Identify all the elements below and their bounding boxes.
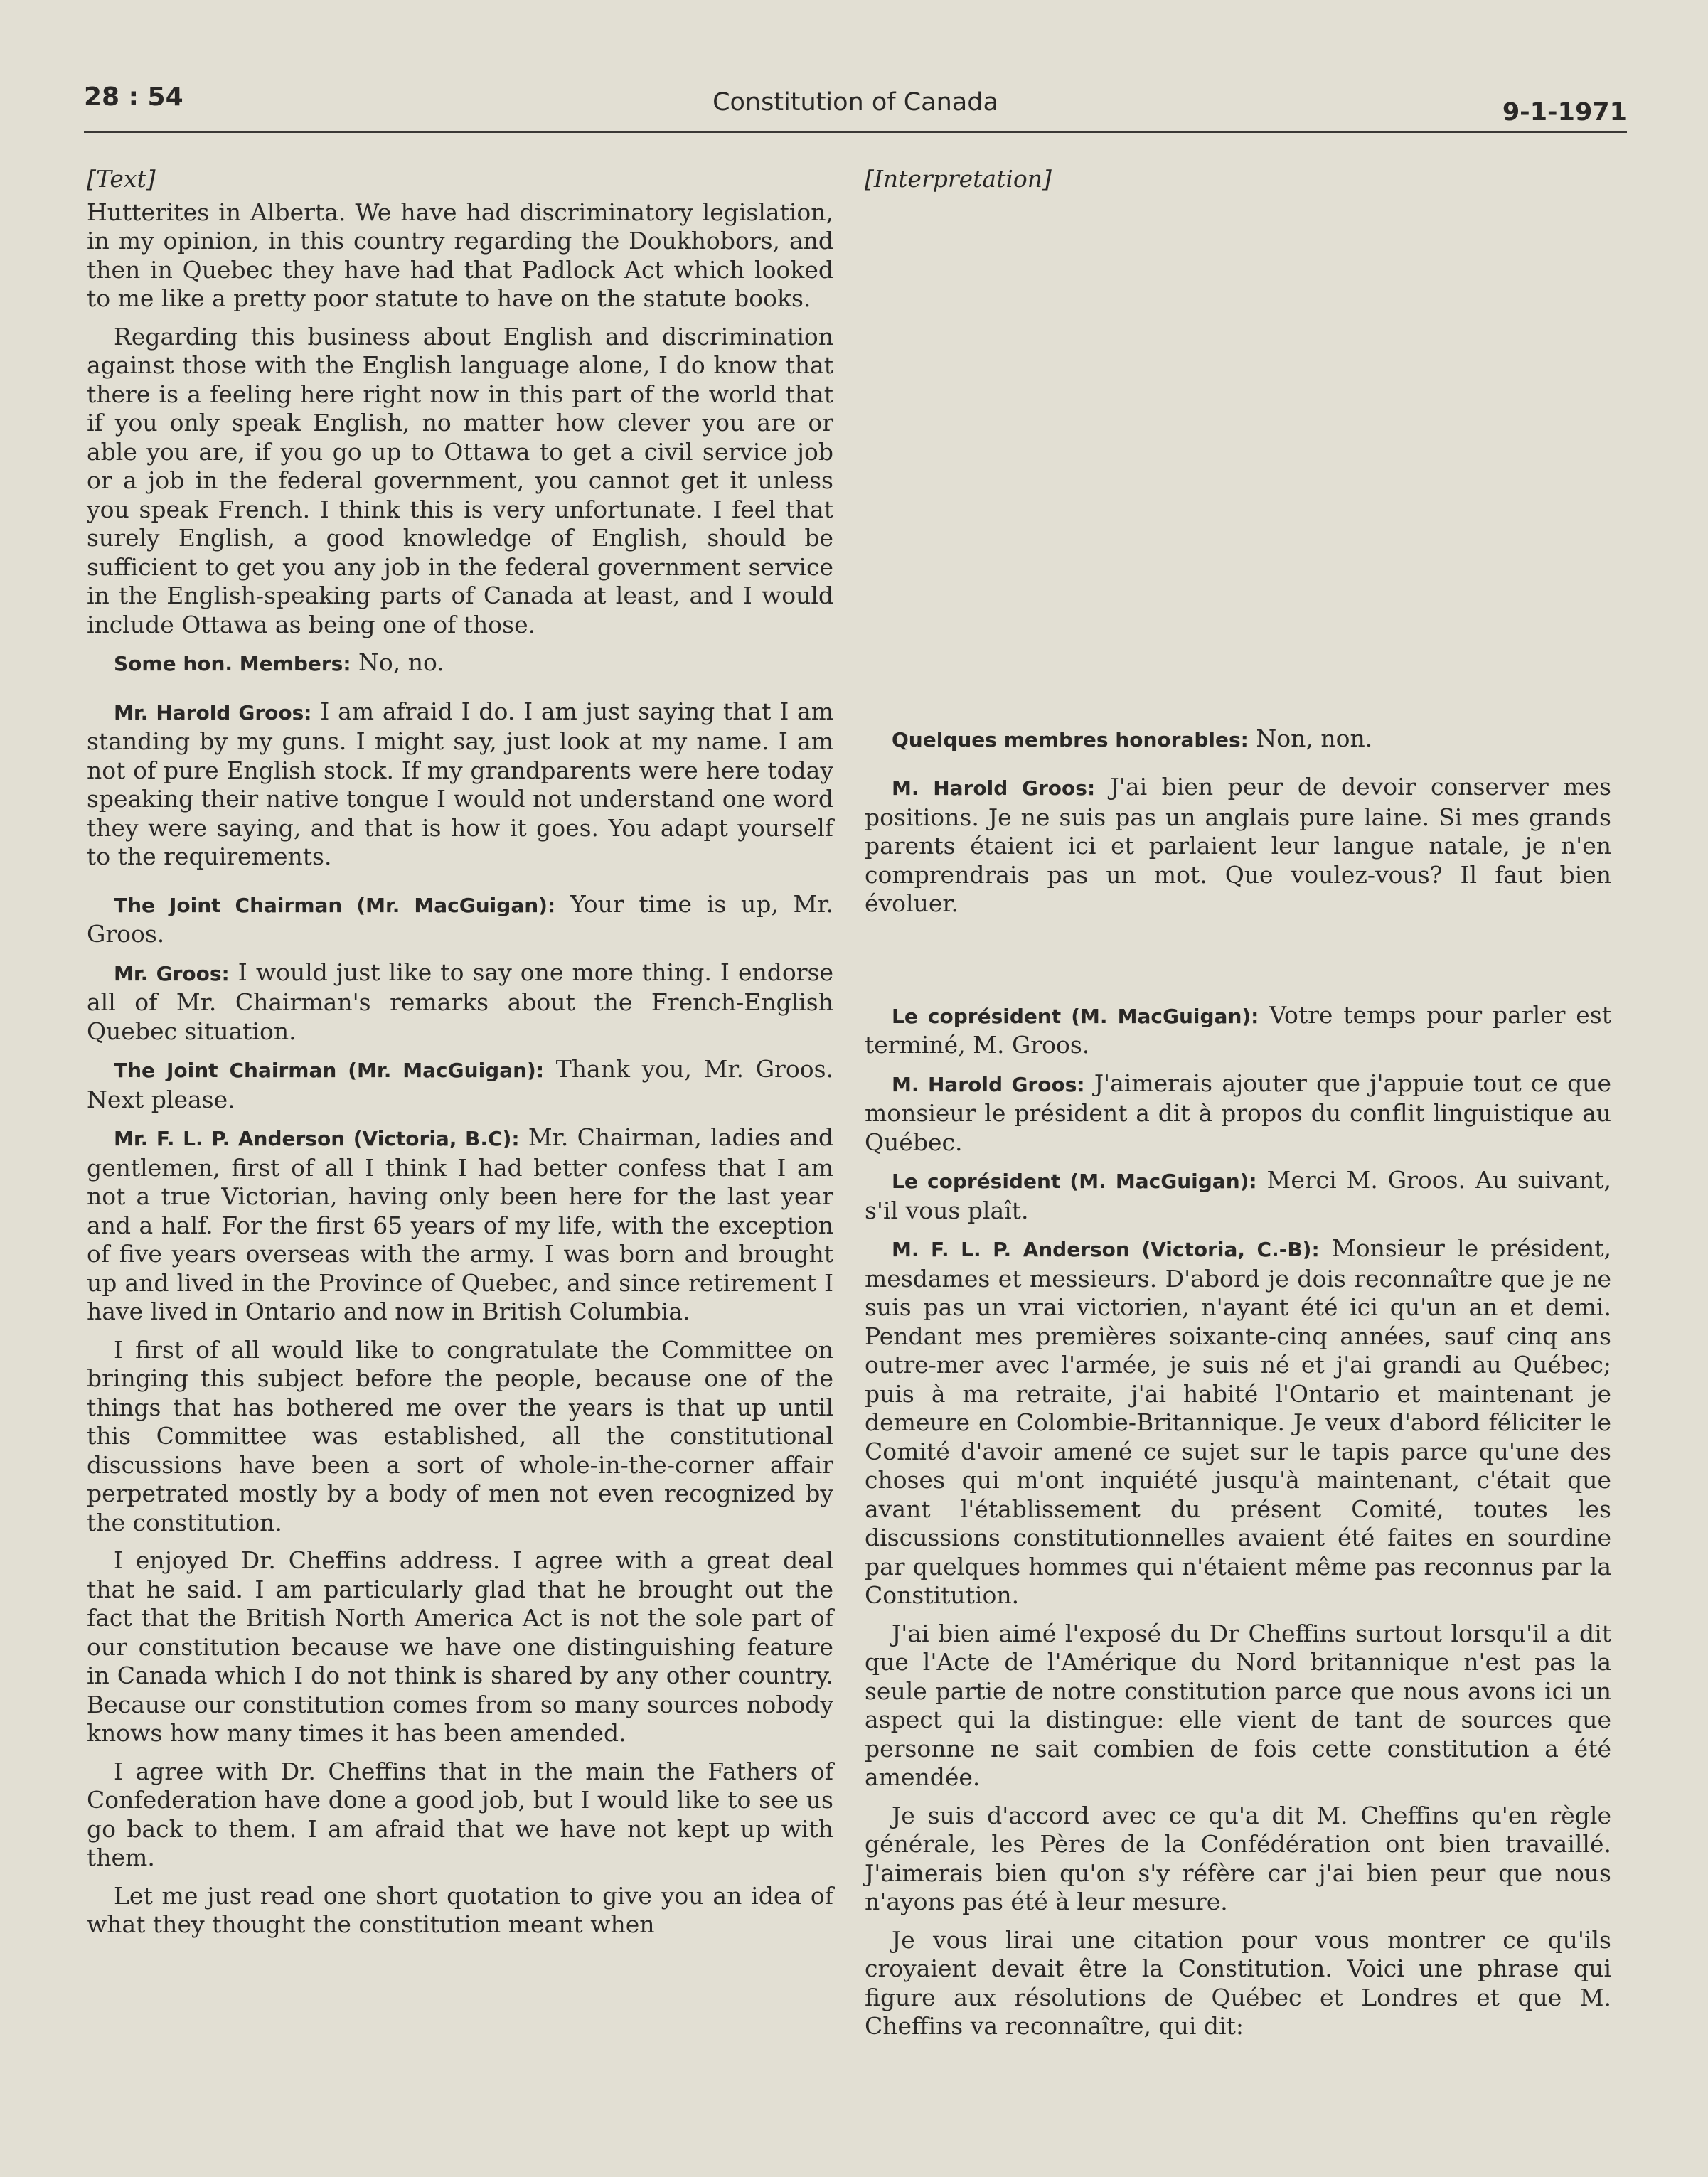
speech-text: I would just like to say one more thing. I endorse all of Mr. Chairman's remarks about the French-English Quebec situation.: [87, 958, 833, 1045]
speech-text: Thank you, Mr. Groos. Next please.: [87, 1055, 833, 1113]
speaker-name: The Joint Chairman (Mr. MacGuigan):: [114, 1059, 545, 1082]
speech-text: No, no.: [358, 648, 444, 676]
french-column: [865, 165, 1611, 2050]
speech-text: Non, non.: [1256, 724, 1373, 752]
speech-text: Merci M. Groos. Au suivant, s'il vous plaît.: [865, 1166, 1611, 1224]
text-tag: [Text]: [87, 165, 156, 193]
page-header: [84, 80, 1627, 133]
paragraph: I first of all would like to congratulate the Committee on bringing this subject before the people, because one of the things that has bothered me over the years is that up until this Committee was established, all the constitutional discussions have been a sort of whole-in-the-corner affair perpetrated mostly by a body of men not even recognized by the constitution.: [87, 1335, 833, 1536]
page-number: 28 : 54: [84, 82, 183, 112]
speaker-name: M. F. L. P. Anderson (Victoria, C.-B):: [892, 1238, 1320, 1261]
speech-paragraph: [87, 958, 833, 1047]
speech-paragraph: [87, 890, 833, 949]
speech-paragraph: [87, 1123, 833, 1327]
speaker-name: Some hon. Members:: [114, 652, 351, 675]
interpretation-tag: [Interpretation]: [865, 165, 1052, 193]
header-date: 9-1-1971: [1502, 98, 1627, 127]
paragraph: Hutterites in Alberta. We have had discriminatory legislation, in my opinion, in this country regarding the Doukhobors, and then in Quebec they have had that Padlock Act which looked to me like a pretty poor statute to have on the statute books.: [87, 198, 833, 312]
speech-text: Monsieur le président, mesdames et messieurs. D'abord je dois reconnaître que je ne suis pas un vrai victorien, n'ayant été ici qu'un an et demi. Pendant mes premières soixante-cinq années, sauf cinq ans outre-mer avec l'armée, je suis né et j'ai grandi au Québec; puis à ma retraite, j'ai habité l'Ontario et maintenant je demeure en Colombie-Britannique. Je veux d'abord féliciter le Comité d'avoir amené ce sujet sur le tapis parce qu'une des choses qui m'ont inquiété jusqu'à maintenant, c'était que avant l'établissement du présent Comité, toutes les discussions constitutionnelles avaient été faites en sourdine par quelques hommes qui n'étaient même pas reconnus par la Constitution.: [865, 1234, 1611, 1609]
paragraph: Regarding this business about English and discrimination against those with the English language alone, I do know that there is a feeling here right now in this part of the world that if you only speak English, no matter how clever you are or able you are, if you go up to Ottawa to get a civil service job or a job in the federal government, you cannot get it unless you speak French. I think this is very unfortunate. I feel that surely English, a good knowledge of English, should be sufficient to get you any job in the federal government service in the English-speaking parts of Canada at least, and I would include Ottawa as being one of those.: [87, 322, 833, 638]
speaker-name: Le coprésident (M. MacGuigan):: [892, 1004, 1259, 1028]
speech-paragraph: [865, 1001, 1611, 1060]
speaker-name: Mr. F. L. P. Anderson (Victoria, B.C):: [114, 1127, 520, 1150]
paragraph: Je suis d'accord avec ce qu'a dit M. Cheffins qu'en règle générale, les Pères de la Confédération ont bien travaillé. J'aimerais bien qu'on s'y réfère car j'ai bien peur que nous n'ayons pas été à leur mesure.: [865, 1801, 1611, 1915]
speech-paragraph: [87, 697, 833, 872]
speech-text: Votre temps pour parler est terminé, M. Groos.: [865, 1000, 1611, 1059]
paragraph: Je vous lirai une citation pour vous montrer ce qu'ils croyaient devait être la Constitution. Voici une phrase qui figure aux résolutions de Québec et Londres et que M. Cheffins va reconnaître, qui dit:: [865, 1925, 1611, 2040]
speech-text: J'ai bien peur de devoir conserver mes positions. Je ne suis pas un anglais pure laine. Si mes grands parents étaient ici et parlaient leur langue natale, je n'en comprendrais pas un mot. Que voulez-vous? Il faut bien évoluer.: [865, 773, 1611, 917]
speaker-name: Quelques membres honorables:: [892, 727, 1249, 751]
speech-paragraph: [87, 648, 833, 679]
speech-paragraph: [865, 1069, 1611, 1157]
speech-text: Your time is up, Mr. Groos.: [87, 889, 833, 948]
speech-paragraph: [865, 1234, 1611, 1610]
paragraph: Let me just read one short quotation to give you an idea of what they thought the constitution meant when: [87, 1881, 833, 1938]
speaker-name: The Joint Chairman (Mr. MacGuigan):: [114, 893, 556, 917]
speech-paragraph: [87, 1055, 833, 1114]
english-column: [87, 165, 833, 1949]
blank-space: [865, 198, 1611, 724]
speaker-name: M. Harold Groos:: [892, 776, 1096, 800]
speech-text: Mr. Chairman, ladies and gentlemen, first of all I think I had better confess that I am not a true Victorian, having only been here for the last year and a half. For the first 65 years of my life, with the exception of five years overseas with the army. I was born and brought up and lived in the Province of Quebec, and since retirement I have lived in Ontario and now in British Columbia.: [87, 1123, 833, 1325]
paragraph: J'ai bien aimé l'exposé du Dr Cheffins surtout lorsqu'il a dit que l'Acte de l'Amérique du Nord britannique n'est pas la seule partie de notre constitution parce que nous avons ici un aspect qui la distingue: elle vient de tant de sources que personne ne sait combien de fois cette constitution a été amendée.: [865, 1619, 1611, 1791]
speaker-name: Mr. Harold Groos:: [114, 700, 312, 724]
running-title: Constitution of Canada: [712, 88, 998, 117]
paragraph: I agree with Dr. Cheffins that in the main the Fathers of Confederation have done a good job, but I would like to see us go back to them. I am afraid that we have not kept up with them.: [87, 1757, 833, 1871]
speech-paragraph: [865, 1166, 1611, 1225]
speech-text: J'aimerais ajouter que j'appuie tout ce que monsieur le président a dit à propos du conflit linguistique au Québec.: [865, 1069, 1611, 1156]
speech-paragraph: [865, 724, 1611, 755]
speaker-name: Mr. Groos:: [114, 961, 230, 985]
paragraph: I enjoyed Dr. Cheffins address. I agree with a great deal that he said. I am particularly glad that he brought out the fact that the British North America Act is not the sole part of our constitution because we have one distinguishing feature in Canada which I do not think is shared by any other country. Because our constitution comes from so many sources nobody knows how many times it has been amended.: [87, 1546, 833, 1747]
speaker-name: M. Harold Groos:: [892, 1072, 1085, 1096]
speech-text: I am afraid I do. I am just saying that I am standing by my guns. I might say, just look at my name. I am not of pure English stock. If my grandparents were here today speaking their native tongue I would not understand one word they were saying, and that is how it goes. You adapt yourself to the requirements.: [87, 697, 834, 870]
speech-paragraph: [865, 773, 1611, 919]
speaker-name: Le coprésident (M. MacGuigan):: [892, 1170, 1257, 1193]
